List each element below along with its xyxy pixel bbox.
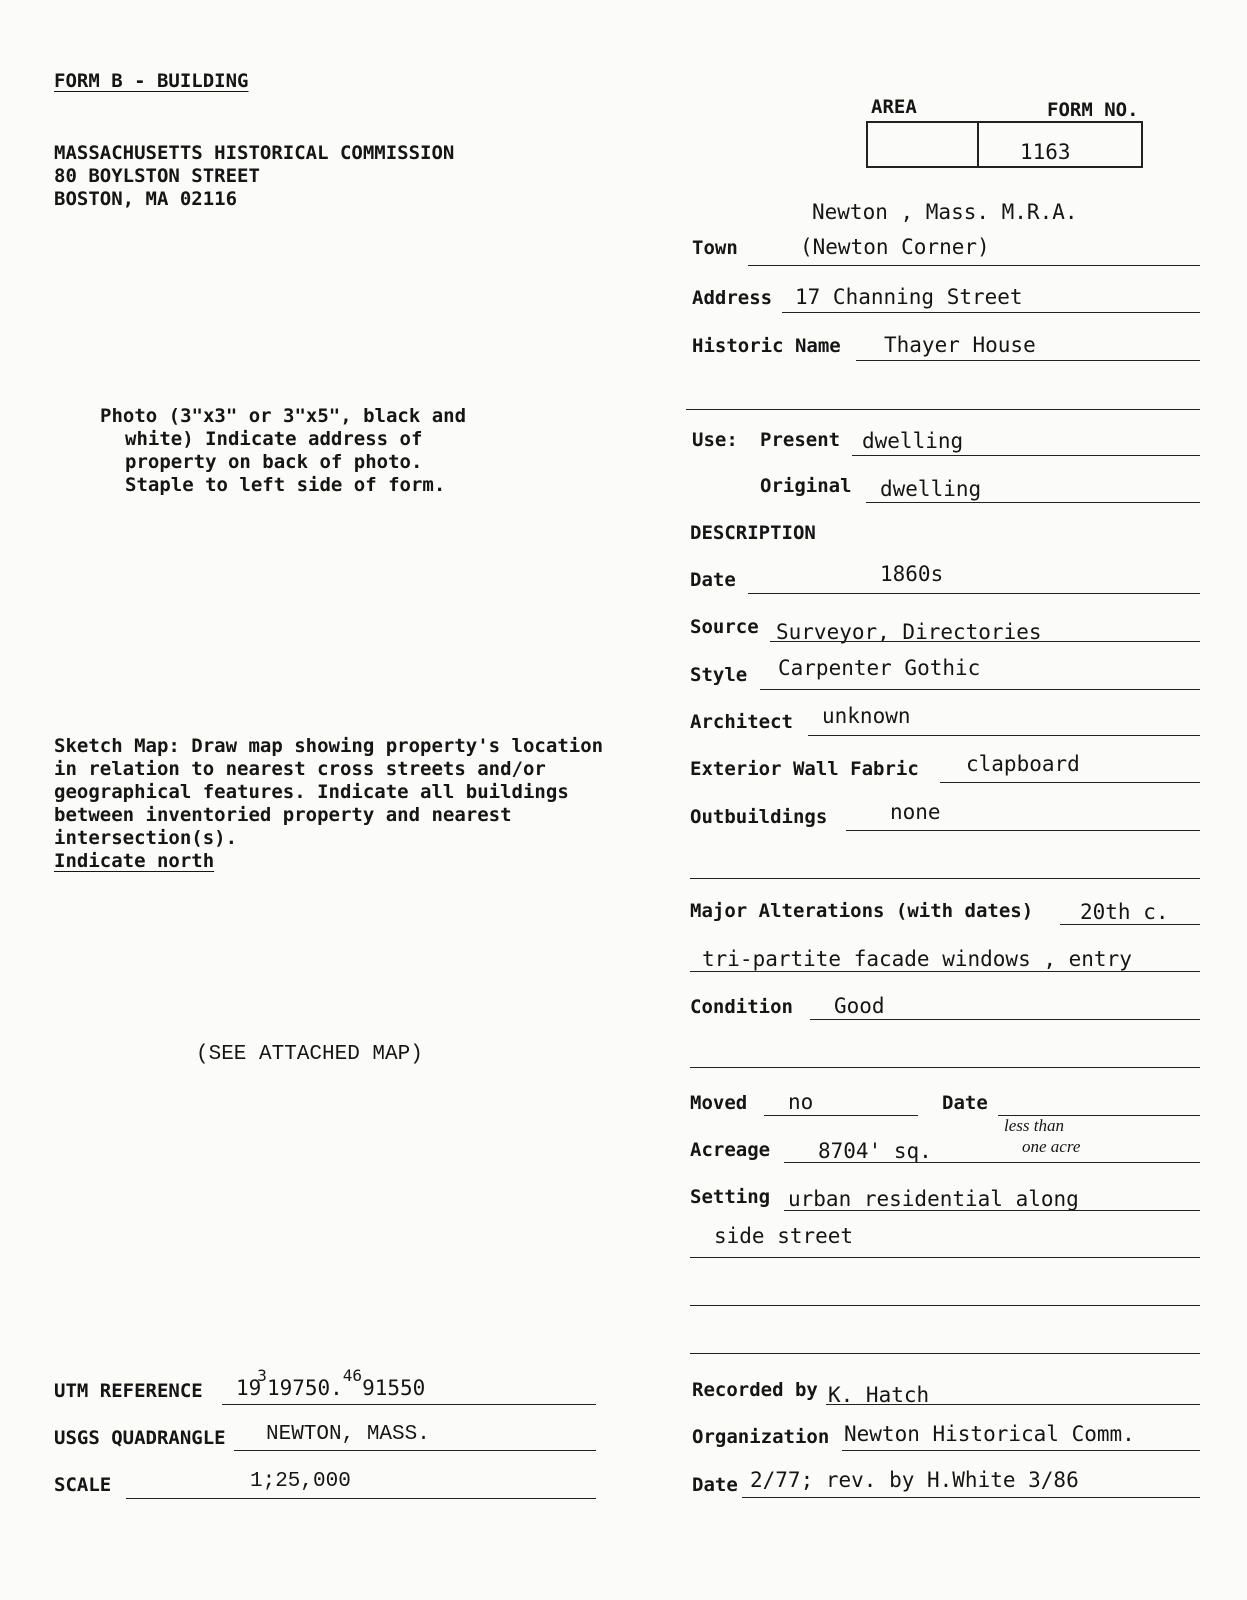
scale-label: SCALE [54,1474,112,1496]
utm-line [222,1404,596,1405]
utm-value[interactable] [236,1366,426,1400]
historic-name-line [856,360,1200,361]
utm-sup2: 46 [342,1366,363,1385]
utm-zone: 19 [236,1376,262,1400]
acreage-value[interactable]: 8704' sq. [818,1139,932,1163]
use-present-value[interactable]: dwelling [862,429,964,453]
outbuildings-label: Outbuildings [690,806,828,828]
moved-date-label: Date [942,1092,988,1114]
area-label: AREA [871,96,917,118]
form-no-label: FORM NO. [1047,99,1139,121]
use-present-label: Present [760,429,841,451]
use-present-line [852,455,1200,456]
style-line [760,689,1200,690]
usgs-label: USGS QUADRANGLE [54,1427,226,1449]
photo-instructions-2: white) Indicate address of [125,428,423,450]
photo-instructions-4: Staple to left side of form. [125,474,446,496]
address-label: Address [692,287,773,309]
wall-value[interactable]: clapboard [966,752,1080,776]
organization-line [842,1450,1200,1451]
description-heading: DESCRIPTION [690,522,816,544]
setting-line3 [690,1305,1200,1306]
sketch-map-4: between inventoried property and nearest [54,804,512,826]
sketch-map-north: Indicate north [54,850,215,872]
commission-city: BOSTON, MA 02116 [54,188,238,210]
usgs-line [234,1450,596,1451]
usgs-value[interactable]: NEWTON, MASS. [266,1423,430,1446]
sketch-map-2: in relation to nearest cross streets and/or [54,758,546,780]
utm-easting: 19750. [266,1376,343,1400]
scale-value[interactable]: 1;25,000 [250,1470,351,1493]
recorded-by-value[interactable]: K. Hatch [828,1383,930,1407]
acreage-note1[interactable]: less than [1004,1116,1064,1135]
date-value[interactable]: 1860s [880,562,944,586]
acreage-note2[interactable]: one acre [1022,1137,1081,1156]
historic-name-value[interactable]: Thayer House [884,333,1036,357]
photo-instructions-1: Photo (3"x3" or 3"x5", black and [100,405,467,427]
source-line [770,641,1200,642]
sketch-map-5: intersection(s). [54,827,238,849]
scale-line [126,1498,596,1499]
alterations-value1[interactable]: 20th c. [1080,900,1169,924]
recorded-date-label: Date [692,1474,738,1496]
historic-name-line2 [686,409,1200,410]
utm-northing: 91550 [362,1376,426,1400]
setting-line1 [784,1210,1200,1211]
architect-value[interactable]: unknown [822,704,911,728]
wall-label: Exterior Wall Fabric [690,758,919,780]
sketch-map-3: geographical features. Indicate all buildings [54,781,569,803]
outbuildings-line [846,830,1200,831]
alterations-value2[interactable]: tri-partite facade windows , entry [702,947,1132,971]
utm-sup1: 3 [257,1366,267,1385]
area-form-box [866,121,1143,168]
alterations-line2 [690,971,1200,972]
setting-label: Setting [690,1186,771,1208]
style-value[interactable]: Carpenter Gothic [778,656,981,680]
form-no-value[interactable]: 1163 [1020,140,1071,164]
see-attached-map: (SEE ATTACHED MAP) [196,1043,423,1066]
setting-line4 [690,1353,1200,1354]
architect-line [808,735,1200,736]
wall-line [940,782,1200,783]
source-label: Source [690,616,759,638]
historic-name-label: Historic Name [692,335,841,357]
recorded-date-value[interactable]: 2/77; rev. by H.White 3/86 [750,1468,1079,1492]
town-value-line1[interactable]: Newton , Mass. M.R.A. [812,200,1078,224]
condition-line [810,1019,1200,1020]
acreage-label: Acreage [690,1139,771,1161]
recorded-by-line [826,1404,1200,1405]
alterations-line1 [1060,924,1200,925]
moved-value[interactable]: no [788,1090,814,1114]
sketch-map-1: Sketch Map: Draw map showing property's location [54,735,604,757]
setting-line2 [690,1257,1200,1258]
condition-line2 [690,1067,1200,1068]
photo-instructions-3: property on back of photo. [125,451,423,473]
date-line [748,593,1200,594]
town-line [748,265,1200,266]
acreage-line [784,1162,1200,1163]
alterations-label: Major Alterations (with dates) [690,900,1034,922]
use-original-value[interactable]: dwelling [880,477,982,501]
utm-label: UTM REFERENCE [54,1380,203,1402]
setting-value2[interactable]: side street [714,1224,854,1248]
commission-street: 80 BOYLSTON STREET [54,165,260,187]
recorded-by-label: Recorded by [692,1379,818,1401]
organization-value[interactable]: Newton Historical Comm. [844,1422,1135,1446]
outbuildings-line2 [690,878,1200,879]
recorded-date-line [742,1497,1200,1498]
organization-label: Organization [692,1426,830,1448]
address-value[interactable]: 17 Channing Street [795,285,1023,309]
style-label: Style [690,664,748,686]
address-line [782,312,1200,313]
town-label: Town [692,237,738,259]
architect-label: Architect [690,711,793,733]
use-original-line [866,502,1200,503]
moved-line [764,1115,918,1116]
date-label: Date [690,569,736,591]
condition-label: Condition [690,996,793,1018]
commission-name: MASSACHUSETTS HISTORICAL COMMISSION [54,142,455,164]
form-title: FORM B - BUILDING [54,70,249,92]
condition-value[interactable]: Good [834,994,885,1018]
use-original-label: Original [760,475,852,497]
moved-label: Moved [690,1092,748,1114]
outbuildings-value[interactable]: none [890,800,941,824]
use-label: Use: [692,429,738,451]
source-value[interactable]: Surveyor, Directories [776,620,1042,644]
area-form-divider [977,121,979,166]
setting-value1[interactable]: urban residential along [788,1187,1079,1211]
town-value-line2[interactable]: (Newton Corner) [800,235,990,259]
